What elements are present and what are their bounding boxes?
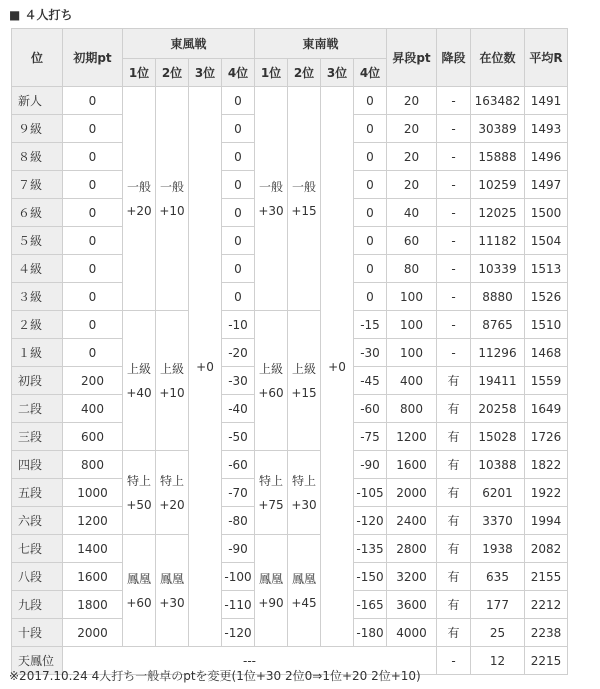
pt-t2-cell (156, 87, 189, 311)
tonnan-3rd-cell: +0 (321, 87, 354, 647)
pt-t2-tier: 特上 (159, 473, 184, 488)
tonpu-4th-cell: -80 (222, 507, 255, 535)
promote-pt-cell: 80 (387, 255, 437, 283)
rank-cell: 初段 (12, 367, 63, 395)
promote-pt-cell: 20 (387, 143, 437, 171)
promote-pt-cell: 60 (387, 227, 437, 255)
promote-pt-cell: 4000 (387, 619, 437, 647)
rank-cell: 五段 (12, 479, 63, 507)
demote-cell: - (437, 115, 471, 143)
demote-cell: - (437, 171, 471, 199)
demote-cell: 有 (437, 423, 471, 451)
rank-cell: 七段 (12, 535, 63, 563)
demote-cell: 有 (437, 479, 471, 507)
demote-header: 降段 (437, 29, 471, 87)
promote-pt-cell: 2000 (387, 479, 437, 507)
pt-n2-cell (288, 451, 321, 535)
demote-cell: 有 (437, 619, 471, 647)
tonnan-4th-cell: -15 (354, 311, 387, 339)
pt-t2-cell (156, 311, 189, 451)
pt-n2-tier: 特上 (291, 473, 316, 488)
rank-cell: 三段 (12, 423, 63, 451)
promote-pt-cell: 20 (387, 87, 437, 115)
table-row (12, 311, 568, 339)
demote-cell: - (437, 199, 471, 227)
tonnan-4th-cell: -135 (354, 535, 387, 563)
tonnan-4th-cell: -60 (354, 395, 387, 423)
avg-r-cell: 1493 (525, 115, 568, 143)
tonpu-3rd-header: 3位 (189, 59, 222, 87)
avg-r-cell: 1504 (525, 227, 568, 255)
count-cell: 635 (471, 563, 525, 591)
demote-cell: - (437, 311, 471, 339)
tonpu-4th-cell: 0 (222, 283, 255, 311)
pt-n2-value: +15 (291, 385, 317, 400)
pt-n1-value: +30 (258, 203, 284, 218)
tonnan-4th-cell: -90 (354, 451, 387, 479)
initial-pt-cell: 0 (63, 143, 123, 171)
demote-cell: - (437, 87, 471, 115)
rank-cell: ６級 (12, 199, 63, 227)
tonnan-4th-cell: 0 (354, 283, 387, 311)
pt-n2-cell (288, 311, 321, 451)
count-cell: 10388 (471, 451, 525, 479)
avg-r-cell: 2238 (525, 619, 568, 647)
pt-t1-tier: 一般 (126, 179, 151, 194)
avg-r-cell: 1922 (525, 479, 568, 507)
tonpu-4th-cell: 0 (222, 199, 255, 227)
demote-cell: - (437, 143, 471, 171)
demote-cell: 有 (437, 591, 471, 619)
tonnan-4th-header: 4位 (354, 59, 387, 87)
pt-n1-tier: 特上 (258, 473, 283, 488)
promote-pt-cell: 2400 (387, 507, 437, 535)
rank-cell: 十段 (12, 619, 63, 647)
tonpu-4th-cell: -110 (222, 591, 255, 619)
count-cell: 6201 (471, 479, 525, 507)
rank-table (11, 28, 568, 675)
initial-pt-cell: 1800 (63, 591, 123, 619)
initial-pt-header: 初期pt (63, 29, 123, 87)
count-cell: 8880 (471, 283, 525, 311)
tonnan-4th-cell: -105 (354, 479, 387, 507)
pt-n2-value: +30 (291, 497, 317, 512)
pt-t1-cell (123, 535, 156, 647)
initial-pt-cell: 0 (63, 199, 123, 227)
tonnan-4th-cell: 0 (354, 143, 387, 171)
demote-cell: 有 (437, 563, 471, 591)
avg-r-cell: 1649 (525, 395, 568, 423)
avg-r-cell: 1468 (525, 339, 568, 367)
rank-cell: ２級 (12, 311, 63, 339)
footnote: ※2017.10.24 4人打ち一般卓のptを変更(1位+30 2位0⇒1位+20 2位+10) (9, 669, 421, 683)
count-cell: 10259 (471, 171, 525, 199)
tonnan-4th-cell: 0 (354, 171, 387, 199)
tonpu-4th-cell: 0 (222, 171, 255, 199)
pt-n1-value: +90 (258, 595, 284, 610)
tonpu-3rd-cell: +0 (189, 87, 222, 647)
pt-t2-value: +30 (159, 595, 185, 610)
initial-pt-cell: 1200 (63, 507, 123, 535)
tonnan-4th-cell: 0 (354, 87, 387, 115)
rank-cell: ７級 (12, 171, 63, 199)
pt-n2-tier: 鳳凰 (291, 571, 316, 586)
rank-cell: ５級 (12, 227, 63, 255)
rank-cell: ９級 (12, 115, 63, 143)
rank-table-body (12, 87, 568, 675)
tonpu-4th-cell: -60 (222, 451, 255, 479)
count-cell: 12025 (471, 199, 525, 227)
avg-r-cell: 1497 (525, 171, 568, 199)
demote-cell: - (437, 255, 471, 283)
pt-t2-cell (156, 451, 189, 535)
promote-pt-cell: 100 (387, 311, 437, 339)
tonnan-4th-cell: -120 (354, 507, 387, 535)
pt-n2-value: +45 (291, 595, 317, 610)
count-cell: 177 (471, 591, 525, 619)
promote-pt-cell: 400 (387, 367, 437, 395)
count-cell: 10339 (471, 255, 525, 283)
pt-n2-tier: 上級 (291, 361, 316, 376)
count-cell: 15028 (471, 423, 525, 451)
initial-pt-cell: 0 (63, 255, 123, 283)
count-header: 在位数 (471, 29, 525, 87)
rank-cell: ３級 (12, 283, 63, 311)
initial-pt-cell: 0 (63, 87, 123, 115)
avg-r-cell: 2212 (525, 591, 568, 619)
avg-r-cell: 1726 (525, 423, 568, 451)
pt-t2-value: +20 (159, 497, 185, 512)
initial-pt-cell: 400 (63, 395, 123, 423)
count-cell: 1938 (471, 535, 525, 563)
tonpu-header: 東風戦 (123, 29, 255, 59)
promote-pt-cell: 3600 (387, 591, 437, 619)
demote-cell: 有 (437, 367, 471, 395)
avg-r-cell: 1510 (525, 311, 568, 339)
tonpu-4th-cell: -20 (222, 339, 255, 367)
table-row (12, 87, 568, 115)
initial-pt-cell: 0 (63, 115, 123, 143)
pt-t2-tier: 上級 (159, 361, 184, 376)
tonpu-4th-header: 4位 (222, 59, 255, 87)
promote-pt-cell: 1600 (387, 451, 437, 479)
rank-cell: 二段 (12, 395, 63, 423)
initial-pt-cell: 600 (63, 423, 123, 451)
tonpu-4th-cell: -120 (222, 619, 255, 647)
initial-pt-cell: 200 (63, 367, 123, 395)
tonnan-4th-cell: 0 (354, 255, 387, 283)
initial-pt-cell: 800 (63, 451, 123, 479)
tonnan-4th-cell: 0 (354, 199, 387, 227)
count-cell: 30389 (471, 115, 525, 143)
tenhoui-span-cell: --- (63, 647, 437, 675)
count-cell: 25 (471, 619, 525, 647)
promote-pt-cell: 40 (387, 199, 437, 227)
pt-n1-cell (255, 451, 288, 535)
pt-t2-value: +10 (159, 385, 185, 400)
pt-t1-value: +60 (126, 595, 152, 610)
tonpu-4th-cell: 0 (222, 255, 255, 283)
initial-pt-cell: 2000 (63, 619, 123, 647)
tonnan-header: 東南戦 (255, 29, 387, 59)
promote-pt-cell: 20 (387, 171, 437, 199)
tonpu-4th-cell: -100 (222, 563, 255, 591)
rank-cell: 四段 (12, 451, 63, 479)
pt-n1-tier: 一般 (258, 179, 283, 194)
avg-r-cell: 1526 (525, 283, 568, 311)
pt-t1-cell (123, 311, 156, 451)
pt-t1-value: +50 (126, 497, 152, 512)
demote-cell: - (437, 283, 471, 311)
pt-t2-cell (156, 535, 189, 647)
tonnan-4th-cell: -45 (354, 367, 387, 395)
tonpu-4th-cell: 0 (222, 227, 255, 255)
table-row (12, 535, 568, 563)
avg-r-header: 平均R (525, 29, 568, 87)
tonnan-1st-header: 1位 (255, 59, 288, 87)
initial-pt-cell: 0 (63, 227, 123, 255)
demote-cell: - (437, 227, 471, 255)
avg-r-cell: 2215 (525, 647, 568, 675)
tonpu-4th-cell: -50 (222, 423, 255, 451)
promote-pt-cell: 800 (387, 395, 437, 423)
pt-t1-tier: 特上 (126, 473, 151, 488)
rank-cell: ８級 (12, 143, 63, 171)
pt-t1-cell (123, 451, 156, 535)
promote-pt-cell: 3200 (387, 563, 437, 591)
demote-cell: 有 (437, 395, 471, 423)
pt-n1-value: +75 (258, 497, 284, 512)
count-cell: 8765 (471, 311, 525, 339)
pt-t1-cell (123, 87, 156, 311)
tonpu-2nd-header: 2位 (156, 59, 189, 87)
rank-cell: 九段 (12, 591, 63, 619)
avg-r-cell: 1513 (525, 255, 568, 283)
count-cell: 12 (471, 647, 525, 675)
tonpu-4th-cell: 0 (222, 115, 255, 143)
count-cell: 20258 (471, 395, 525, 423)
count-cell: 15888 (471, 143, 525, 171)
section-heading: ■ ４人打ち (9, 8, 73, 22)
tonpu-4th-cell: -70 (222, 479, 255, 507)
tonnan-4th-cell: 0 (354, 227, 387, 255)
pt-n2-cell (288, 535, 321, 647)
tonnan-4th-cell: 0 (354, 115, 387, 143)
rank-cell: 六段 (12, 507, 63, 535)
pt-t2-tier: 鳳凰 (159, 571, 184, 586)
tonnan-4th-cell: -180 (354, 619, 387, 647)
promote-pt-cell: 100 (387, 283, 437, 311)
header-row-top (12, 29, 568, 59)
pt-n1-cell (255, 311, 288, 451)
pt-n1-tier: 鳳凰 (258, 571, 283, 586)
pt-n2-value: +15 (291, 203, 317, 218)
pt-n1-cell (255, 87, 288, 311)
pt-t1-tier: 鳳凰 (126, 571, 151, 586)
promote-pt-cell: 20 (387, 115, 437, 143)
promote-pt-cell: 1200 (387, 423, 437, 451)
tonnan-2nd-header: 2位 (288, 59, 321, 87)
pt-n2-cell (288, 87, 321, 311)
tonnan-3rd-header: 3位 (321, 59, 354, 87)
tonpu-4th-cell: -10 (222, 311, 255, 339)
tonpu-4th-cell: -40 (222, 395, 255, 423)
initial-pt-cell: 0 (63, 311, 123, 339)
pt-t2-tier: 一般 (159, 179, 184, 194)
rank-header: 位 (12, 29, 63, 87)
demote-cell: 有 (437, 451, 471, 479)
pt-t1-value: +20 (126, 203, 152, 218)
rank-cell: 天鳳位 (12, 647, 63, 675)
avg-r-cell: 2155 (525, 563, 568, 591)
pt-t1-value: +40 (126, 385, 152, 400)
count-cell: 163482 (471, 87, 525, 115)
tonpu-4th-cell: 0 (222, 143, 255, 171)
tonpu-4th-cell: -90 (222, 535, 255, 563)
count-cell: 11182 (471, 227, 525, 255)
demote-cell: - (437, 339, 471, 367)
tonpu-4th-cell: -30 (222, 367, 255, 395)
pt-n1-tier: 上級 (258, 361, 283, 376)
demote-cell: 有 (437, 507, 471, 535)
tonnan-4th-cell: -75 (354, 423, 387, 451)
pt-n2-tier: 一般 (291, 179, 316, 194)
pt-t2-value: +10 (159, 203, 185, 218)
pt-n1-value: +60 (258, 385, 284, 400)
initial-pt-cell: 1400 (63, 535, 123, 563)
table-row (12, 451, 568, 479)
tonnan-4th-cell: -165 (354, 591, 387, 619)
rank-cell: ４級 (12, 255, 63, 283)
initial-pt-cell: 0 (63, 171, 123, 199)
tonnan-4th-cell: -30 (354, 339, 387, 367)
pt-n1-cell (255, 535, 288, 647)
rank-cell: １級 (12, 339, 63, 367)
initial-pt-cell: 0 (63, 339, 123, 367)
initial-pt-cell: 1000 (63, 479, 123, 507)
count-cell: 3370 (471, 507, 525, 535)
initial-pt-cell: 1600 (63, 563, 123, 591)
demote-cell: 有 (437, 535, 471, 563)
promote-pt-cell: 2800 (387, 535, 437, 563)
tonnan-4th-cell: -150 (354, 563, 387, 591)
avg-r-cell: 1559 (525, 367, 568, 395)
avg-r-cell: 1496 (525, 143, 568, 171)
avg-r-cell: 1822 (525, 451, 568, 479)
tonpu-1st-header: 1位 (123, 59, 156, 87)
rank-cell: 八段 (12, 563, 63, 591)
avg-r-cell: 1994 (525, 507, 568, 535)
count-cell: 19411 (471, 367, 525, 395)
count-cell: 11296 (471, 339, 525, 367)
initial-pt-cell: 0 (63, 283, 123, 311)
rank-cell: 新人 (12, 87, 63, 115)
promote-pt-cell: 100 (387, 339, 437, 367)
demote-cell: - (437, 647, 471, 675)
tonpu-4th-cell: 0 (222, 87, 255, 115)
avg-r-cell: 1491 (525, 87, 568, 115)
avg-r-cell: 2082 (525, 535, 568, 563)
avg-r-cell: 1500 (525, 199, 568, 227)
pt-t1-tier: 上級 (126, 361, 151, 376)
promote-pt-header: 昇段pt (387, 29, 437, 87)
